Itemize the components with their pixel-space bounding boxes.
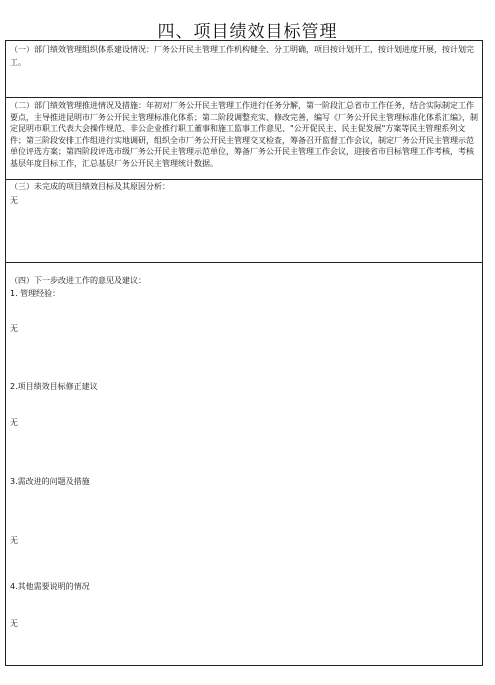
item-3-label: 3.需改进的问题及措施 (10, 477, 90, 486)
item-1-value: 无 (10, 324, 18, 333)
performance-table (5, 40, 483, 666)
item-2-label: 2.项目绩效目标修正建议 (10, 382, 98, 391)
item-1-label: 1. 管理经验： (10, 289, 61, 298)
item-2-value: 无 (10, 418, 18, 427)
section-3-heading: （三）未完成的项目绩效目标及其原因分析： (10, 182, 170, 191)
section-3-value: 无 (10, 196, 18, 205)
item-3-value: 无 (10, 536, 18, 545)
item-4-label: 4.其他需要说明的情况 (10, 582, 90, 591)
item-4-value: 无 (10, 619, 18, 628)
section-2-row (6, 97, 482, 179)
page-title: 四、项目绩效目标管理 (157, 22, 338, 42)
section-4-row (6, 262, 482, 665)
section-2-text: （二）部门绩效管理推进情况及措施：年初对厂务公开民主管理工作进行任务分解，第一阶段汇总省市工作任务，结合实际制定工作要点，主导推进昆明市厂务公开民主管理标准化体系；第二阶段调整充实、修改完善，编写《厂务公开民主管理标准化体系汇编》，制定昆明市职工代表大会操作规范、非公企业推行职工董事和施工监事工作意见、"公开促民主、民主促发展"方案等民主管理系列文件；第三阶段安排工作组进行实地调研，组织全市厂务公开民主管理交叉检查，筹备召开监督工作会议，制定厂务公开民主管理示范单位评选方案；第四阶段评选市级厂务公开民主管理示范单位，筹备厂务公开民主管理工作会议，迎接省市目标管理工作考核，考核基层年度目标工作，汇总基层厂务公开民主管理统计数据。 (10, 101, 478, 168)
section-1-row (6, 41, 482, 97)
section-4-heading: （四）下一步改进工作的意见及建议： (10, 276, 146, 285)
section-3-row (6, 179, 482, 262)
section-1-text: （一）部门绩效管理组织体系建设情况：厂务公开民主管理工作机构健全、分工明确，项目按计划开工，按计划进度开展，按计划完工。 (10, 45, 474, 67)
